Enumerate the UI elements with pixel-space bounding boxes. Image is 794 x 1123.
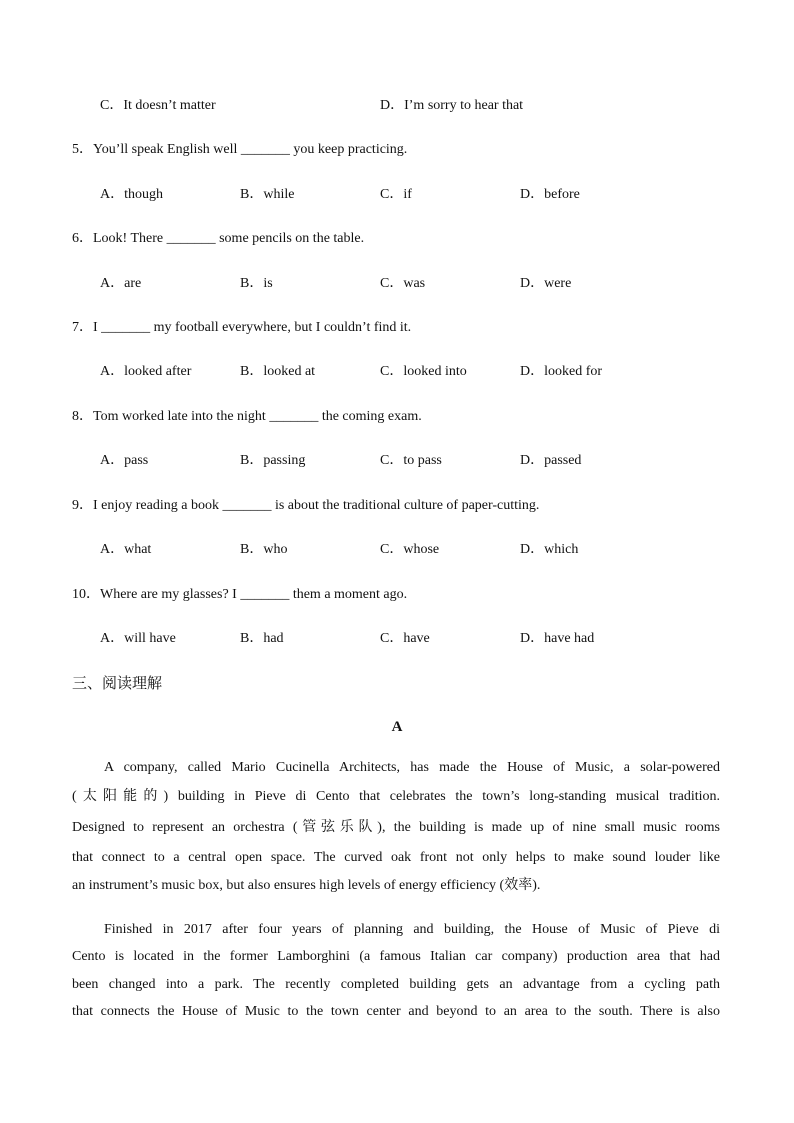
q6-option-b: B．is <box>240 276 273 291</box>
option-d-q4: D．I’m sorry to hear that <box>380 98 524 113</box>
question-10-stem: 10．Where are my glasses? I _______ them a moment ago. <box>72 587 408 602</box>
question-5-stem: 5．You’ll speak English well _______ you keep practicing. <box>72 142 408 157</box>
q7-option-a: A．looked after <box>100 364 192 379</box>
q5-option-c: C．if <box>380 187 412 202</box>
paragraph-2-line-3: been changed into a park. The recently completed building gets an advantage from a cycling path <box>72 977 720 992</box>
paragraph-1-line-1: A company, called Mario Cucinella Architects, has made the House of Music, a solar-powered <box>104 760 720 775</box>
q8-option-a: A．pass <box>100 453 149 468</box>
paragraph-1-line-4: that connect to a central open space. The curved oak front not only helps to make sound louder like <box>72 850 720 865</box>
q8-option-b: B．passing <box>240 453 306 468</box>
q5-option-b: B．while <box>240 187 295 202</box>
q9-option-b: B．who <box>240 542 288 557</box>
paragraph-2-line-4: that connects the House of Music to the town center and beyond to an area to the south. There is also <box>72 1004 720 1019</box>
q9-option-c: C．whose <box>380 542 440 557</box>
q7-option-c: C．looked into <box>380 364 467 379</box>
question-8-stem: 8．Tom worked late into the night _______ the coming exam. <box>72 409 422 424</box>
q10-option-d: D．have had <box>520 631 595 646</box>
question-7-stem: 7．I _______ my football everywhere, but I couldn’t find it. <box>72 320 412 335</box>
q7-option-d: D．looked for <box>520 364 603 379</box>
q9-option-d: D．which <box>520 542 579 557</box>
q7-option-b: B．looked at <box>240 364 316 379</box>
q10-option-a: A．will have <box>100 631 176 646</box>
paragraph-1-line-3: Designed to represent an orchestra (管弦乐队), the building is made up of nine small music rooms <box>72 820 720 835</box>
option-c-q4: C．It doesn’t matter <box>100 98 216 113</box>
q6-option-c: C．was <box>380 276 426 291</box>
q6-option-d: D．were <box>520 276 572 291</box>
paragraph-2-line-1: Finished in 2017 after four years of planning and building, the House of Music of Pieve di <box>104 922 720 937</box>
question-6-stem: 6．Look! There _______ some pencils on the table. <box>72 231 365 246</box>
q5-option-d: D．before <box>520 187 580 202</box>
q10-option-b: B．had <box>240 631 284 646</box>
q5-option-a: A．though <box>100 187 163 202</box>
q6-option-a: A．are <box>100 276 142 291</box>
question-9-stem: 9．I enjoy reading a book _______ is about the traditional culture of paper-cutting. <box>72 498 540 513</box>
paragraph-1-line-2: (太阳能的) building in Pieve di Cento that celebrates the town’s long-standing musical tradition. <box>72 789 720 804</box>
passage-title: A <box>391 719 403 735</box>
paragraph-2-line-2: Cento is located in the former Lamborghini (a famous Italian car company) production area that had <box>72 949 720 964</box>
paragraph-1-line-5: an instrument’s music box, but also ensures high levels of energy efficiency (效率). <box>72 878 541 893</box>
q8-option-c: C．to pass <box>380 453 442 468</box>
q8-option-d: D．passed <box>520 453 582 468</box>
q10-option-c: C．have <box>380 631 430 646</box>
section-heading: 三、阅读理解 <box>72 674 163 692</box>
q9-option-a: A．what <box>100 542 152 557</box>
